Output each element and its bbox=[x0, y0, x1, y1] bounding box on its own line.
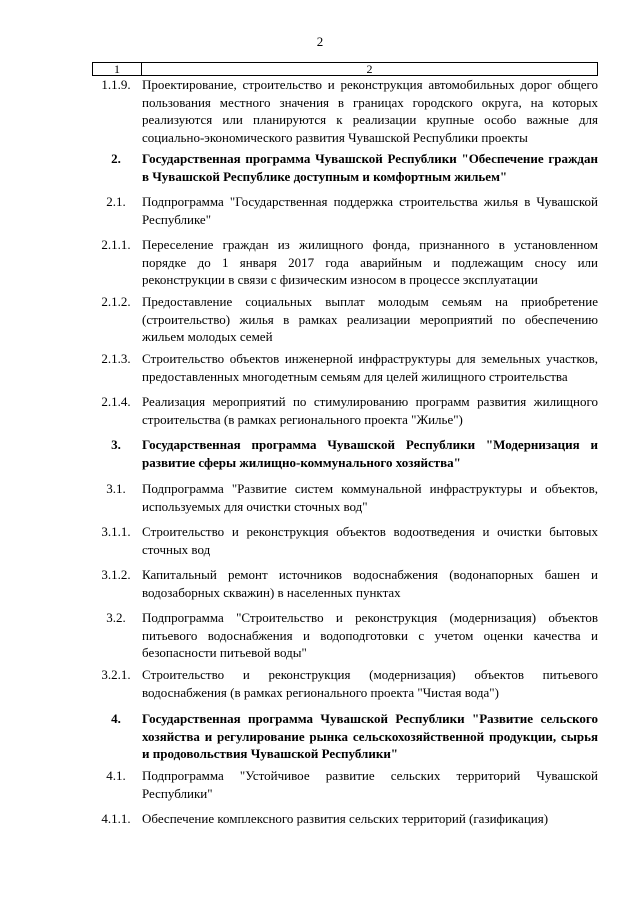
table-row bbox=[92, 710, 598, 763]
table-row bbox=[92, 236, 598, 289]
row-number: 2.1.4. bbox=[101, 394, 131, 409]
row-number: 3.1.2. bbox=[101, 567, 131, 582]
program-table bbox=[92, 62, 598, 826]
table-row bbox=[92, 350, 598, 385]
table-row bbox=[92, 566, 598, 601]
table-row bbox=[92, 767, 598, 802]
row-text: Обеспечение комплексного развития сельских территорий (газификация) bbox=[142, 811, 549, 826]
table-row bbox=[92, 666, 598, 701]
table-row bbox=[92, 609, 598, 662]
table-header-col-2: 2 bbox=[366, 62, 373, 76]
table-row bbox=[92, 193, 598, 228]
row-text: Государственная программа Чувашской Республики "Модернизация и развитие сферы жилищно-коммунального хозяйства" bbox=[142, 437, 598, 470]
table-row bbox=[92, 523, 598, 558]
row-text: Реализация мероприятий по стимулированию программ развития жилищного строительства (в рамках регионального проекта "Жилье") bbox=[142, 394, 598, 427]
row-text: Подпрограмма "Устойчивое развитие сельских территорий Чувашской Республики" bbox=[142, 768, 598, 801]
row-text: Государственная программа Чувашской Республики "Развитие сельского хозяйства и регулирование рынка сельскохозяйственной продукции, сырья и продовольствия Чувашской Республики" bbox=[142, 711, 598, 761]
row-number: 2. bbox=[111, 151, 121, 166]
row-text: Подпрограмма "Государственная поддержка строительства жилья в Чувашской Республике" bbox=[142, 194, 598, 227]
row-number: 3.2.1. bbox=[101, 667, 131, 682]
page-number: 2 bbox=[316, 34, 324, 49]
table-row bbox=[92, 150, 598, 185]
row-text: Строительство объектов инженерной инфраструктуры для земельных участков, предоставленных многодетным семьям для целей жилищного строительства bbox=[142, 351, 598, 384]
row-text: Проектирование, строительство и реконструкция автомобильных дорог общего пользования местного значения в границах городского округа, на которых реализуются или планируются к реализации крупные особо важные для социально-экономического развития Чувашской Республики проекты bbox=[142, 77, 598, 145]
row-number: 4. bbox=[111, 711, 121, 726]
row-text: Предоставление социальных выплат молодым семьям на приобретение (строительство) жилья в рамках реализации мероприятий по обеспечению жильем молодых семей bbox=[142, 294, 598, 344]
row-text: Строительство и реконструкция объектов водоотведения и очистки бытовых сточных вод bbox=[142, 524, 598, 557]
row-number: 4.1.1. bbox=[101, 811, 131, 826]
row-number: 2.1.1. bbox=[101, 237, 131, 252]
table-header-col-1: 1 bbox=[93, 63, 142, 75]
row-text: Капитальный ремонт источников водоснабжения (водонапорных башен и водозаборных скважин) в населенных пунктах bbox=[142, 567, 598, 600]
row-text: Переселение граждан из жилищного фонда, признанного в установленном порядке до 1 января 2017 года аварийным и подлежащим сносу или реконструкции в связи с физическим износом в процессе эксплуатации bbox=[142, 237, 598, 287]
table-row bbox=[92, 293, 598, 346]
row-number: 3.1. bbox=[106, 481, 126, 496]
row-number: 1.1.9. bbox=[101, 77, 131, 92]
row-number: 3.2. bbox=[106, 610, 126, 625]
table-row bbox=[92, 436, 598, 471]
row-text: Строительство и реконструкция (модернизация) объектов питьевого водоснабжения (в рамках регионального проекта "Чистая вода") bbox=[142, 667, 598, 700]
table-row bbox=[92, 393, 598, 428]
row-text: Государственная программа Чувашской Республики "Обеспечение граждан в Чувашской Республике доступным и комфортным жильем" bbox=[142, 151, 598, 184]
table-row bbox=[92, 810, 598, 828]
row-number: 2.1. bbox=[106, 194, 126, 209]
row-number: 3.1.1. bbox=[101, 524, 131, 539]
row-number: 2.1.2. bbox=[101, 294, 131, 309]
table-row bbox=[92, 76, 598, 146]
table-row bbox=[92, 480, 598, 515]
row-text: Подпрограмма "Развитие систем коммунальной инфраструктуры и объектов, используемых для очистки сточных вод" bbox=[142, 481, 598, 514]
row-number: 2.1.3. bbox=[101, 351, 131, 366]
row-number: 3. bbox=[111, 437, 121, 452]
row-text: Подпрограмма "Строительство и реконструкция (модернизация) объектов питьевого водоснабжения и водоподготовки с учетом оценки качества и безопасности питьевой воды" bbox=[142, 610, 598, 660]
table-header-row bbox=[92, 62, 598, 76]
row-number: 4.1. bbox=[106, 768, 126, 783]
